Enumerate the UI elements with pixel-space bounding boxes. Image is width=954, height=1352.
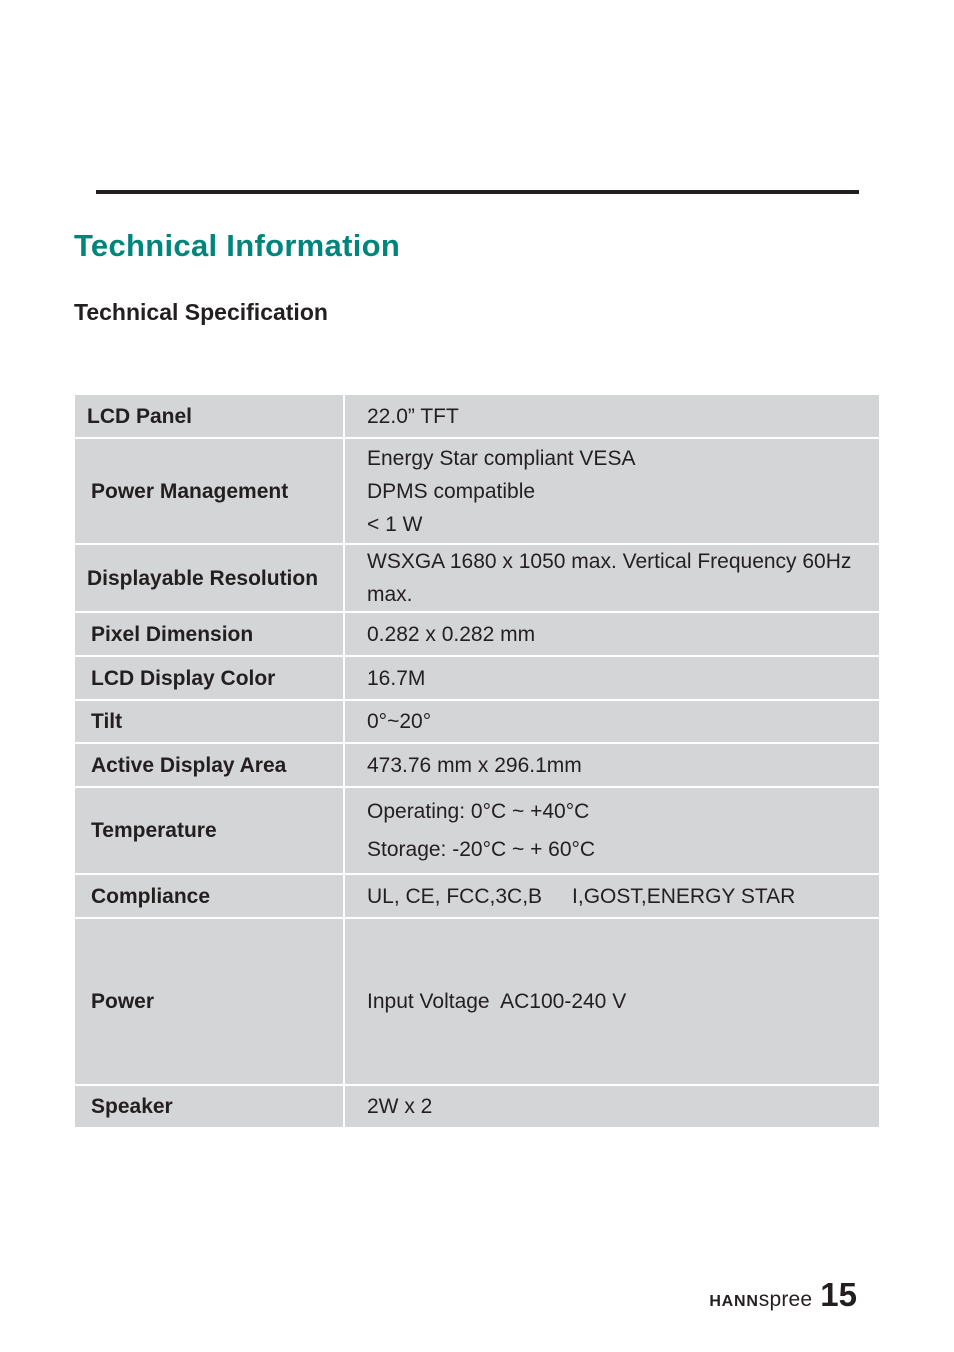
spec-value-line: 0°~20° (367, 710, 432, 733)
spec-label: Tilt (75, 700, 344, 743)
spec-value (344, 918, 879, 1085)
spec-value (344, 1085, 879, 1128)
spec-value-line: 22.0” TFT (367, 404, 459, 428)
spec-row-temperature (75, 787, 879, 874)
spec-value-line: 2W x 2 (367, 1095, 433, 1118)
spec-value (344, 544, 879, 612)
top-rule (96, 190, 859, 194)
spec-row-power (75, 918, 879, 1085)
spec-value-line: < 1 W (367, 512, 423, 536)
spec-value-part: UL, CE, FCC,3C,B (367, 884, 543, 908)
spec-row-active-display-area (75, 743, 879, 787)
spec-value (344, 438, 879, 544)
spec-label: LCD Panel (75, 395, 344, 438)
spec-label: Active Display Area (75, 743, 344, 787)
spec-label: Power (75, 918, 344, 1085)
spec-label: Speaker (75, 1085, 344, 1128)
spec-label: Compliance (75, 874, 344, 918)
brand-logo-bold: HANN (709, 1293, 759, 1310)
section-title: Technical Information (74, 228, 401, 263)
spec-label: LCD Display Color (75, 656, 344, 700)
spec-value-line: WSXGA 1680 x 1050 max. Vertical Frequency 60Hz max. (367, 550, 852, 606)
spec-value (344, 874, 879, 918)
spec-value-part: I,GOST,ENERGY STAR (572, 884, 796, 908)
spec-label: Pixel Dimension (75, 612, 344, 656)
spec-value-line: Storage: -20°C ~ + 60°C (367, 837, 596, 861)
spec-value (344, 787, 879, 874)
spec-row-speaker (75, 1085, 879, 1128)
page-footer (709, 1276, 857, 1314)
spec-table (75, 395, 879, 1129)
spec-label: Temperature (75, 787, 344, 874)
spec-value-line: 16.7M (367, 666, 426, 690)
spec-label: Displayable Resolution (75, 544, 344, 612)
spec-row-pixel-dimension (75, 612, 879, 656)
spec-value (344, 743, 879, 787)
spec-value (344, 656, 879, 700)
spec-value (344, 700, 879, 743)
spec-row-tilt (75, 700, 879, 743)
spec-label: Power Management (75, 438, 344, 544)
spec-value-line: Energy Star compliant VESA (367, 446, 636, 470)
page-number: 15 (820, 1276, 857, 1313)
spec-value-line: 0.282 x 0.282 mm (367, 622, 536, 646)
spec-row-lcd-display-color (75, 656, 879, 700)
spec-value (344, 395, 879, 438)
spec-row-lcd-panel (75, 395, 879, 438)
spec-row-displayable-resolution (75, 544, 879, 612)
brand-logo (709, 1288, 812, 1312)
subsection-title: Technical Specification (74, 299, 328, 325)
spec-value-line: 473.76 mm x 296.1mm (367, 753, 582, 777)
spec-row-compliance (75, 874, 879, 918)
spec-value-line: Operating: 0°C ~ +40°C (367, 799, 590, 823)
spec-row-power-management (75, 438, 879, 544)
spec-value-line: Input Voltage AC100-240 V (367, 990, 627, 1013)
brand-logo-light: spree (758, 1288, 813, 1311)
spec-value (344, 612, 879, 656)
spec-value-line: DPMS compatible (367, 479, 536, 503)
